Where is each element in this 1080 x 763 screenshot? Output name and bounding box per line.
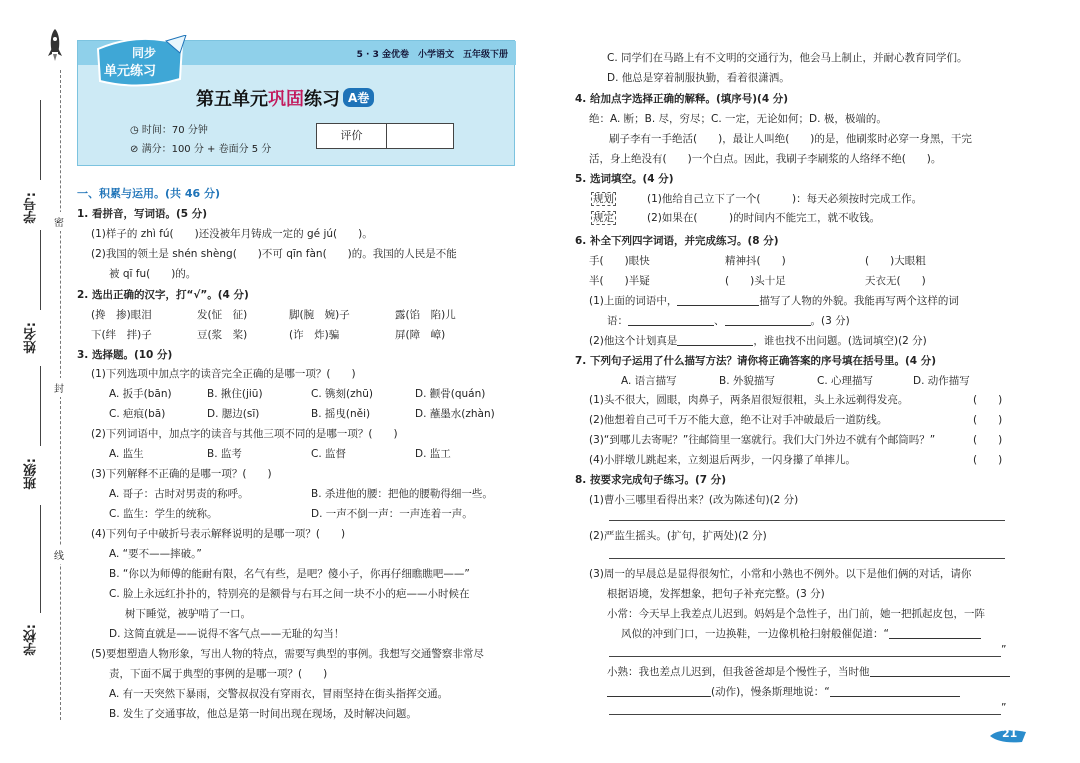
check-icon: ⊘ [130,144,139,155]
q1-item-1[interactable]: (1)样子的 zhì fú( )还没被年月铸成一定的 gé jú( )。 [91,228,373,240]
version-badge: A卷 [343,88,374,107]
q2-option[interactable]: 豆(浆 桨) [197,329,248,341]
answer-blank[interactable] [830,685,960,697]
q7-option: B. 外貌描写 [719,375,775,387]
q4-definitions: 绝：A. 断；B. 尽，穷尽；C. 一定，无论如何；D. 极，极端的。 [589,113,887,125]
question-4: 4. 给加点字选择正确的解释。(填序号)(4 分) [575,93,789,105]
question-5: 5. 选词填空。(4 分) [575,173,674,185]
quote-close: ” [1001,644,1007,656]
q2-option[interactable]: 下(绊 拌)子 [91,329,152,341]
q3-option[interactable]: B. 监考 [207,448,242,460]
q3-option[interactable]: B. 揪住(jiū) [207,388,263,400]
answer-blank[interactable] [677,334,753,346]
word-box: 规定 [593,212,614,224]
q7-sentence: (1)头不很大，圆眼，肉鼻子，两条眉很短很粗，头上永远剃得发亮。 [589,394,909,406]
q3-sub-3: (3)下列解释不正确的是哪一项？( ) [91,468,272,480]
q3-option[interactable]: B. “你以为师傅的能耐有限，名气有些，是吧？傻小子，你再仔细瞧瞧吧——” [109,568,470,580]
q2-option[interactable]: 屏(障 嶂) [395,329,446,341]
student-id-label: 学号: [24,192,39,224]
seal-char: 密 [54,212,64,231]
q8-sub-1: (1)曹小三哪里看得出来？(改为陈述句)(2 分) [589,494,799,506]
answer-blank[interactable] [870,665,1010,677]
q3-option[interactable]: C. 镌刻(zhū) [311,388,374,400]
q3-option[interactable]: C. 监生：学生的统称。 [109,508,218,520]
q8-sub-3: (3)周一的早晨总是显得很匆忙，小常和小熟也不例外。以下是他们俩的对话，请你 [589,568,972,580]
q7-sentence: (2)他想着自己可千万不能大意，绝不让对手冲破最后一道防线。 [589,414,888,426]
q2-option[interactable]: 脚(腕 婉)子 [289,309,350,321]
q3-option[interactable]: B. 杀进他的腰：把他的腰勒得细一些。 [311,488,493,500]
q2-option[interactable]: (搀 掺)眼泪 [91,309,152,321]
class-label: 班级: [24,458,39,490]
q7-option: C. 心理描写 [817,375,874,387]
seal-char: 线 [54,545,64,564]
q3-option[interactable]: A. 哥子：古时对男责的称呼。 [109,488,249,500]
q2-option[interactable]: 发(怔 征) [197,309,248,321]
answer-blank[interactable] [628,314,714,326]
page-title: 第五单元巩固练习 A卷 [196,85,374,111]
q1-item-2-cont[interactable]: 被 qī fu( )的。 [109,268,197,280]
answer-paren[interactable]: ( ) [973,434,1003,446]
q2-option[interactable]: 露(馅 陷)儿 [395,309,456,321]
q3-option[interactable]: C. 同学们在马路上有不文明的交通行为，他会马上制止，并耐心教育同学们。 [607,52,968,64]
series-info: 5 · 3 金优卷 小学语文 五年级下册 [356,50,508,60]
seal-char: 封 [54,378,64,397]
evaluation-label: 评价 [317,124,387,148]
q3-option[interactable]: C. 脸上永远红扑扑的，特别亮的是额骨与右耳之间一块不小的疤——小时候在 [109,588,470,600]
q3-option[interactable]: A. 监生 [109,448,144,460]
q3-option[interactable]: D. 蘸墨水(zhàn) [415,408,495,420]
q3-option[interactable]: D. 这简直就是——说得不客气点——无耻的勾当！ [109,628,345,640]
name-line[interactable] [40,230,41,310]
dialogue-xiaoshu-cont: (动作)，慢条斯理地说：“ [607,684,960,700]
logo-top-text: 同步 [132,46,157,60]
question-8: 8. 按要求完成句子练习。(7 分) [575,474,727,486]
answer-line[interactable] [609,714,1001,715]
q3-option[interactable]: B. 摇曳(něi) [311,408,371,420]
answer-line[interactable] [609,558,1005,559]
q3-sub-1: (1)下列选项中加点字的读音完全正确的是哪一项？( ) [91,368,356,380]
q3-option[interactable]: C. 监督 [311,448,347,460]
class-line[interactable] [40,366,41,446]
logo-bottom-text: 单元练习 [104,64,157,79]
q4-passage-cont[interactable]: 活，身上绝没有( )一个白点。因此，我刷子李刷浆的人络绎不绝( )。 [589,153,942,165]
q3-option[interactable]: A. “要不——摔破。” [109,548,202,560]
answer-paren[interactable]: ( ) [973,414,1003,426]
answer-blank[interactable] [677,294,759,306]
answer-paren[interactable]: ( ) [973,394,1003,406]
q7-option: D. 动作描写 [913,375,970,387]
q3-sub-4: (4)下列句子中破折号表示解释说明的是哪一项？( ) [91,528,346,540]
answer-blank[interactable] [889,627,981,639]
q3-option-cont: 树下睡觉，被驴啃了一口。 [125,608,251,620]
school-label: 学校: [24,624,39,656]
answer-line[interactable] [609,656,1001,657]
q5-item-2[interactable]: (2)如果在( )的时间内不能完工，就不收钱。 [647,212,881,224]
q6-word[interactable]: ( )头十足 [725,275,786,287]
answer-blank[interactable] [725,314,811,326]
page-number: 21 [988,728,1028,742]
q3-option[interactable]: D. 他总是穿着制服执勤，看着很潇洒。 [607,72,790,84]
rocket-icon [47,28,63,62]
word-box: 规划 [593,193,614,205]
q3-sub-5: (5)要想塑造人物形象，写出人物的特点，需要写典型的事例。我想写交通警察非常尽 [91,648,484,660]
q3-option[interactable]: A. 有一天突然下暴雨，交警叔叔没有穿雨衣，冒雨坚持在街头指挥交通。 [109,688,449,700]
q7-option: A. 语言描写 [621,375,677,387]
school-line[interactable] [40,505,41,613]
quote-close: ” [1001,702,1007,714]
evaluation-box[interactable] [316,123,454,149]
dialogue-xiaochang-cont: 风似的冲到门口，一边换鞋，一边像机枪扫射般催促道：“ [621,626,981,642]
question-2: 2. 选出正确的汉字，打“√”。(4 分) [77,289,249,301]
dialogue-xiaochang: 小常：今天早上我差点儿迟到。妈妈是个急性子，出门前，她一把抓起皮包，一阵 [607,608,985,620]
q7-sentence: (4)小胖墩儿跳起来，立刻退后两步，一闪身攥了单摔儿。 [589,454,856,466]
name-label: 姓名: [24,322,39,354]
question-1: 1. 看拼音，写词语。(5 分) [77,208,208,220]
q3-option[interactable]: D. 颧骨(quán) [415,388,486,400]
q3-option[interactable]: B. 发生了交通事故，他总是第一时间出现在现场，及时解决问题。 [109,708,417,720]
q6-word[interactable]: 手( )眼快 [589,255,650,267]
answer-blank[interactable] [607,685,711,697]
question-3: 3. 选择题。(10 分) [77,349,173,361]
question-7: 7. 下列句子运用了什么描写方法？请你将正确答案的序号填在括号里。(4 分) [575,355,937,367]
answer-line[interactable] [609,520,1005,521]
q2-option[interactable]: (诈 炸)骗 [289,329,340,341]
q5-item-1[interactable]: (1)他给自己立下了一个( )：每天必须按时完成工作。 [647,193,923,205]
section-heading: 一、积累与运用。(共 46 分) [77,187,221,200]
q6-sub-2: (2)他这个计划真是 ，谁也找不出问题。(选词填空)(2 分) [589,335,927,347]
q3-option[interactable]: A. 扳手(bān) [109,388,172,400]
q3-sub-5-cont: 责，下面不属于典型的事例的是哪一项？( ) [109,668,328,680]
time-info: ◷ 时间：70 分钟 [130,125,208,136]
student-id-line[interactable] [40,100,41,180]
q6-word[interactable]: 半( )半疑 [589,275,650,287]
q1-item-2[interactable]: (2)我国的领土是 shén shèng( )不可 qīn fàn( )的。我国的人民是不能 [91,248,457,260]
q4-passage[interactable]: 刷子李有一手绝活( )，最让人叫绝( )的是，他刷浆时必穿一身黑，干完 [609,133,972,145]
score-info: ⊘ 满分：100 分 + 卷面分 5 分 [130,144,272,155]
answer-paren[interactable]: ( ) [973,454,1003,466]
q6-word[interactable]: 天衣无( ) [865,275,926,287]
q6-word[interactable]: ( )大眼粗 [865,255,926,267]
binding-gutter [0,0,72,763]
q7-sentence: (3)“到哪儿去寄呢？”往邮筒里一塞就行。我们大门外边不就有个邮筒吗？” [589,434,936,446]
dialogue-xiaoshu: 小熟：我也差点儿迟到，但我爸爸却是个慢性子，当时他 [607,664,1010,680]
header-panel [77,40,515,166]
q3-option[interactable]: D. 监工 [415,448,451,460]
q6-sub-1-cont: 语： 、 。(3 分) [607,315,850,327]
unit-logo-badge [92,35,188,89]
q6-sub-1: (1)上面的词语中， 描写了人物的外貌。我能再写两个这样的词 [589,295,959,307]
q8-sub-3-cont: 根据语境，发挥想象，把句子补充完整。(3 分) [607,588,825,600]
q3-option[interactable]: C. 疤痕(bā) [109,408,166,420]
q3-option[interactable]: D. 腮边(sī) [207,408,260,420]
q6-word[interactable]: 精神抖( ) [725,255,786,267]
q3-option[interactable]: D. 一声不倒一声：一声连着一声。 [311,508,473,520]
question-6: 6. 补全下列四字词语，并完成练习。(8 分) [575,235,779,247]
clock-icon: ◷ [130,125,139,136]
q3-sub-2: (2)下列词语中，加点字的读音与其他三项不同的是哪一项？( ) [91,428,398,440]
q8-sub-2: (2)严监生摇头。(扩句，扩两处)(2 分) [589,530,767,542]
